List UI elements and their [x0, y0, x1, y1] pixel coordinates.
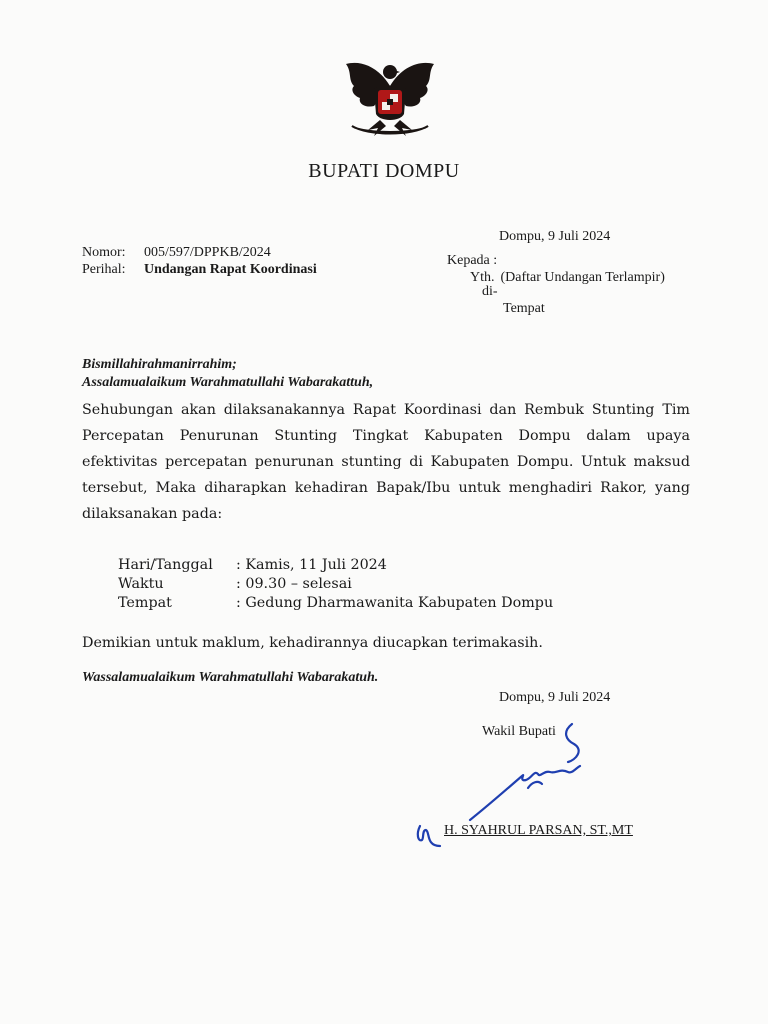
opening-salutation-1: Bismillahirahmanirrahim;	[82, 357, 237, 372]
reference-block	[82, 244, 317, 278]
yth-label: Yth.	[470, 270, 495, 285]
closing-sentence: Demikian untuk maklum, kehadirannya diucapkan terimakasih.	[82, 635, 543, 651]
letter-date: Dompu, 9 Juli 2024	[499, 229, 611, 244]
recipient-yth	[470, 270, 665, 286]
detail-label: Waktu	[118, 576, 164, 592]
signer-name: H. SYAHRUL PARSAN, ST.,MT	[444, 823, 633, 838]
detail-value: : 09.30 – selesai	[236, 576, 352, 592]
recipient-di: di-	[482, 284, 498, 299]
detail-label: Tempat	[118, 595, 172, 611]
event-details	[118, 556, 553, 613]
letterhead-title: BUPATI DOMPU	[308, 160, 460, 182]
opening-salutation-2: Assalamualaikum Warahmatullahi Wabarakattuh,	[82, 375, 374, 390]
nomor-value: 005/597/DPPKB/2024	[144, 245, 271, 260]
yth-value: (Daftar Undangan Terlampir)	[500, 270, 665, 285]
detail-row	[118, 594, 553, 613]
closing-salutation: Wassalamualaikum Warahmatullahi Wabarakatuh.	[82, 670, 379, 685]
detail-value: : Gedung Dharmawanita Kabupaten Dompu	[236, 595, 554, 611]
detail-row	[118, 556, 553, 575]
nomor-label: Nomor:	[82, 245, 126, 260]
body-paragraph: Sehubungan akan dilaksanakannya Rapat Koordinasi dan Rembuk Stunting Tim Percepatan Penurunan Stunting Tingkat Kabupaten Dompu dalam upaya efektivitas percepatan penurunan stunting di Kabupaten Dompu. Untuk maksud tersebut, Maka diharapkan kehadiran Bapak/Ibu untuk menghadiri Rakor, yang dilaksanakan pada:	[82, 402, 690, 522]
recipient-tempat: Tempat	[503, 301, 545, 316]
detail-row	[118, 575, 553, 594]
recipient-kepada: Kepada :	[447, 253, 498, 268]
signature-date: Dompu, 9 Juli 2024	[499, 690, 611, 705]
detail-value: : Kamis, 11 Juli 2024	[236, 557, 387, 573]
detail-label: Hari/Tanggal	[118, 557, 213, 573]
signer-position: Wakil Bupati	[482, 724, 556, 739]
garuda-emblem-icon	[338, 56, 442, 140]
perihal-value: Undangan Rapat Koordinasi	[144, 262, 317, 277]
perihal-label: Perihal:	[82, 262, 126, 277]
